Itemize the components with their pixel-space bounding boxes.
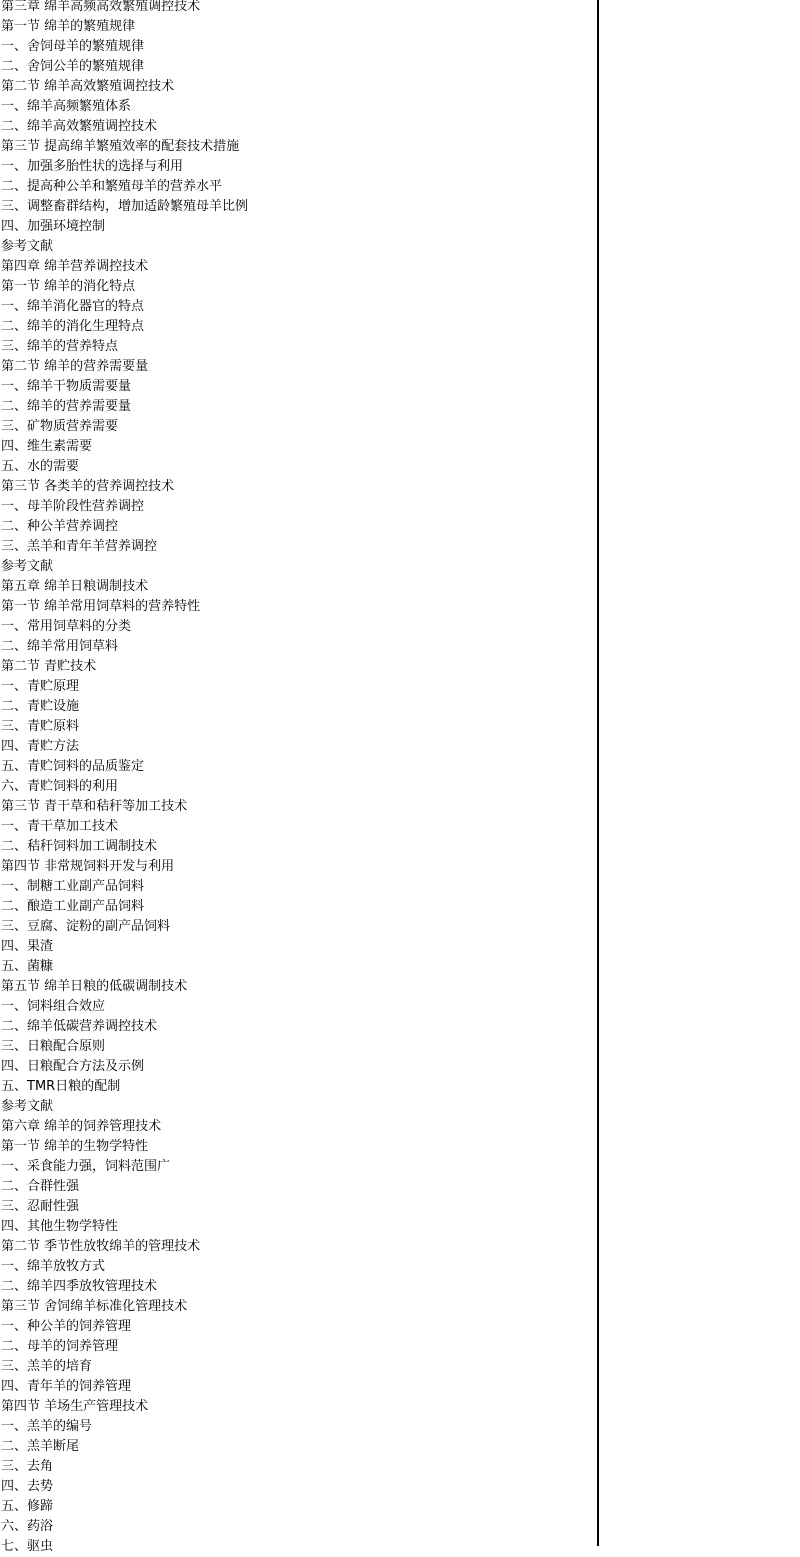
toc-entry: 一、采食能力强，饲料范围广 xyxy=(1,1159,171,1174)
toc-entry: 第二节 绵羊的营养需要量 xyxy=(1,359,149,374)
toc-entry: 二、绵羊常用饲草料 xyxy=(1,639,119,654)
toc-entry: 一、羔羊的编号 xyxy=(1,1419,93,1434)
toc-entry: 第三节 提高绵羊繁殖效率的配套技术措施 xyxy=(1,139,240,154)
toc-entry: 四、其他生物学特性 xyxy=(1,1219,119,1234)
toc-entry: 二、绵羊的营养需要量 xyxy=(1,399,132,414)
toc-entry: 五、水的需要 xyxy=(1,459,80,474)
toc-entry: 一、加强多胎性状的选择与利用 xyxy=(1,159,184,174)
toc-entry: 二、绵羊的消化生理特点 xyxy=(1,319,145,334)
toc-entry: 六、药浴 xyxy=(1,1519,54,1534)
toc-entry: 二、绵羊高效繁殖调控技术 xyxy=(1,119,158,134)
toc-entry: 第五节 绵羊日粮的低碳调制技术 xyxy=(1,979,188,994)
toc-entry: 第一节 绵羊的生物学特性 xyxy=(1,1139,149,1154)
toc-entry: 二、酿造工业副产品饲料 xyxy=(1,899,145,914)
toc-entry: 第一节 绵羊的繁殖规律 xyxy=(1,19,136,34)
toc-entry: 三、去角 xyxy=(1,1459,54,1474)
toc-entry: 二、提高种公羊和繁殖母羊的营养水平 xyxy=(1,179,223,194)
toc-entry: 二、种公羊营养调控 xyxy=(1,519,119,534)
toc-entry: 参考文献 xyxy=(1,1099,54,1114)
toc-entry: 七、驱虫 xyxy=(1,1539,54,1554)
toc-entry: 三、青贮原料 xyxy=(1,719,80,734)
toc-entry: 四、青年羊的饲养管理 xyxy=(1,1379,132,1394)
toc-entry: 三、矿物质营养需要 xyxy=(1,419,119,434)
toc-entry: 五、TMR日粮的配制 xyxy=(1,1079,121,1094)
toc-entry: 一、种公羊的饲养管理 xyxy=(1,1319,132,1334)
toc-entry: 二、母羊的饲养管理 xyxy=(1,1339,119,1354)
toc-entry: 第一节 绵羊常用饲草料的营养特性 xyxy=(1,599,201,614)
toc-entry: 二、绵羊四季放牧管理技术 xyxy=(1,1279,158,1294)
toc-entry: 一、青贮原理 xyxy=(1,679,80,694)
column-divider xyxy=(597,0,599,1546)
toc-entry: 二、秸秆饲料加工调制技术 xyxy=(1,839,158,854)
toc-entry: 第三章 绵羊高频高效繁殖调控技术 xyxy=(1,0,201,14)
toc-entry: 一、舍饲母羊的繁殖规律 xyxy=(1,39,145,54)
toc-entry: 第二节 季节性放牧绵羊的管理技术 xyxy=(1,1239,201,1254)
toc-entry: 三、羔羊的培育 xyxy=(1,1359,93,1374)
toc-entry: 二、羔羊断尾 xyxy=(1,1439,80,1454)
toc-entry: 三、羔羊和青年羊营养调控 xyxy=(1,539,158,554)
toc-entry: 三、忍耐性强 xyxy=(1,1199,80,1214)
toc-entry: 六、青贮饲料的利用 xyxy=(1,779,119,794)
toc-entry: 五、修蹄 xyxy=(1,1499,54,1514)
toc-entry: 一、绵羊高频繁殖体系 xyxy=(1,99,132,114)
toc-entry: 五、青贮饲料的品质鉴定 xyxy=(1,759,145,774)
toc-entry: 第三节 舍饲绵羊标准化管理技术 xyxy=(1,1299,188,1314)
toc-entry: 四、青贮方法 xyxy=(1,739,80,754)
toc-entry: 第三节 各类羊的营养调控技术 xyxy=(1,479,175,494)
toc-entry: 第二节 绵羊高效繁殖调控技术 xyxy=(1,79,175,94)
toc-entry: 第五章 绵羊日粮调制技术 xyxy=(1,579,149,594)
toc-entry: 参考文献 xyxy=(1,239,54,254)
table-of-contents xyxy=(1,0,591,1557)
toc-entry: 一、绵羊放牧方式 xyxy=(1,1259,106,1274)
toc-entry: 第四节 非常规饲料开发与利用 xyxy=(1,859,175,874)
toc-entry: 五、菌糠 xyxy=(1,959,54,974)
toc-entry: 三、调整畜群结构，增加适龄繁殖母羊比例 xyxy=(1,199,249,214)
toc-entry: 一、绵羊干物质需要量 xyxy=(1,379,132,394)
toc-entry: 四、日粮配合方法及示例 xyxy=(1,1059,145,1074)
toc-entry: 第三节 青干草和秸秆等加工技术 xyxy=(1,799,188,814)
toc-entry: 一、常用饲草料的分类 xyxy=(1,619,132,634)
toc-entry: 三、日粮配合原则 xyxy=(1,1039,106,1054)
toc-entry: 四、维生素需要 xyxy=(1,439,93,454)
toc-entry: 二、绵羊低碳营养调控技术 xyxy=(1,1019,158,1034)
toc-entry: 四、果渣 xyxy=(1,939,54,954)
toc-entry: 第二节 青贮技术 xyxy=(1,659,97,674)
toc-entry: 四、去势 xyxy=(1,1479,54,1494)
toc-entry: 四、加强环境控制 xyxy=(1,219,106,234)
toc-entry: 第四节 羊场生产管理技术 xyxy=(1,1399,149,1414)
toc-entry: 一、饲料组合效应 xyxy=(1,999,106,1014)
toc-entry: 一、母羊阶段性营养调控 xyxy=(1,499,145,514)
toc-entry: 第六章 绵羊的饲养管理技术 xyxy=(1,1119,162,1134)
toc-entry: 三、绵羊的营养特点 xyxy=(1,339,119,354)
toc-entry: 一、绵羊消化器官的特点 xyxy=(1,299,145,314)
toc-entry: 三、豆腐、淀粉的副产品饲料 xyxy=(1,919,171,934)
toc-entry: 参考文献 xyxy=(1,559,54,574)
toc-entry: 一、青干草加工技术 xyxy=(1,819,119,834)
toc-entry: 一、制糖工业副产品饲料 xyxy=(1,879,145,894)
toc-entry: 二、青贮设施 xyxy=(1,699,80,714)
toc-entry: 第一节 绵羊的消化特点 xyxy=(1,279,136,294)
toc-entry: 二、合群性强 xyxy=(1,1179,80,1194)
toc-entry: 第四章 绵羊营养调控技术 xyxy=(1,259,149,274)
toc-entry: 二、舍饲公羊的繁殖规律 xyxy=(1,59,145,74)
